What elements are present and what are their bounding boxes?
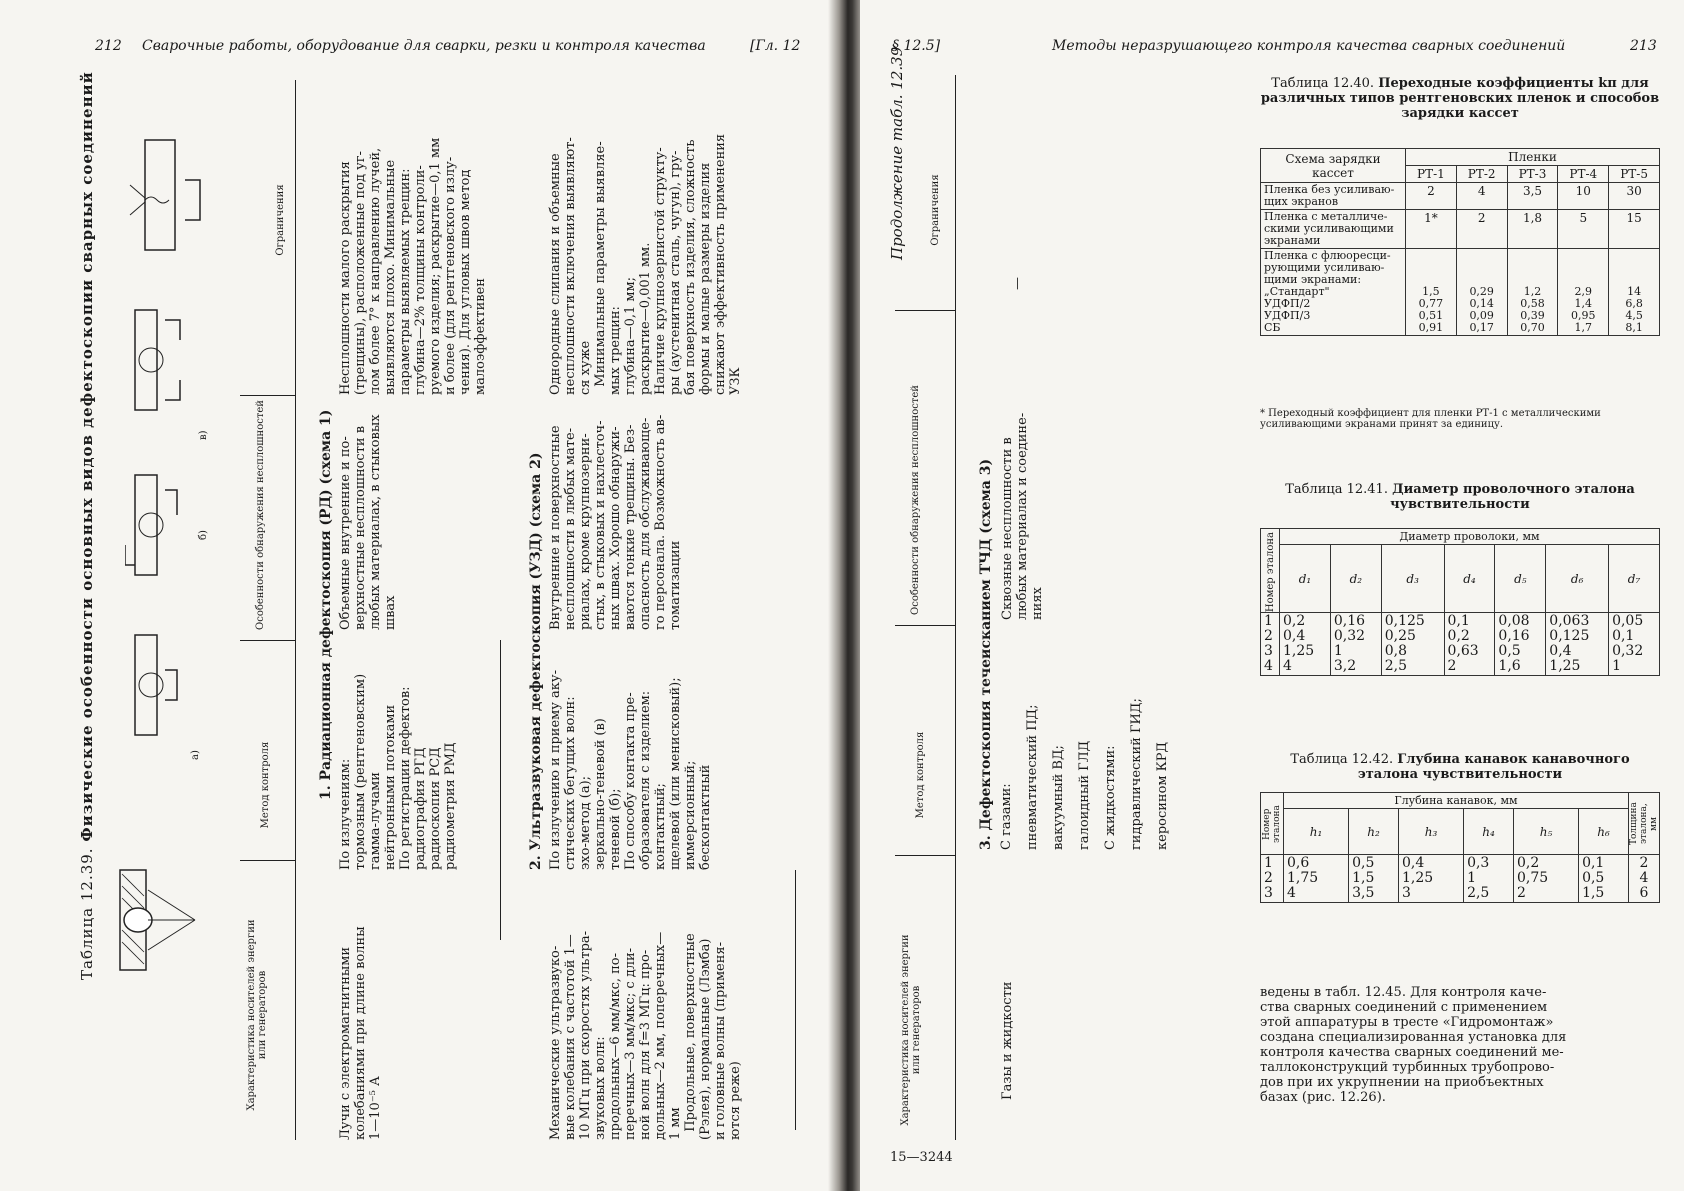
- t42-col: h₆: [1579, 809, 1629, 855]
- scheme-2a-figure: [125, 620, 185, 750]
- t40-cell: 10: [1558, 183, 1609, 210]
- t42-cell: 0,3 1 2,5: [1464, 855, 1514, 903]
- header-divider: [295, 80, 296, 1140]
- left-page: [0, 0, 840, 1191]
- scheme-1-figure: [100, 860, 210, 990]
- t41-cell: 0,08 0,16 0,5 1,6: [1495, 613, 1546, 676]
- t40-footnote: * Переходный коэффициент для пленки РТ-1 с металлическими усиливающими экранами принят за единицу.: [1260, 408, 1601, 430]
- t42-header-depth: Глубина канавок, мм: [1284, 793, 1629, 809]
- t40-caption-title: Переходные коэффициенты kп для различных типов рентгеновских пленок и способов зарядки кассет: [1260, 76, 1660, 121]
- t42-header-thick-cell: [1629, 793, 1660, 855]
- signature-mark: 15—3244: [890, 1150, 953, 1165]
- table-row: [1261, 210, 1660, 249]
- table-12-40: [1260, 148, 1660, 336]
- t40-row-name: Пленка с металличе- скими усиливающими экранами: [1261, 210, 1406, 249]
- t42-col: h₂: [1349, 809, 1399, 855]
- t40-cell: 4: [1456, 183, 1507, 210]
- fig-label-a: а): [190, 750, 201, 760]
- t40-header-scheme: Схема зарядки кассет: [1261, 149, 1406, 183]
- section-2-rule: [795, 870, 796, 1130]
- t42-caption-prefix: Таблица 12.42.: [1290, 752, 1394, 767]
- cont-col-header-features: Особенности обнаружения несплошностей: [910, 385, 921, 615]
- t40-film-col: РТ-4: [1558, 166, 1609, 183]
- section-3-carrier: Газы и жидкости: [1000, 981, 1015, 1100]
- cont-header-divider: [955, 75, 956, 1140]
- t41-cell: 0,05 0,1 0,32 1: [1609, 613, 1660, 676]
- t41-header-num-cell: [1261, 529, 1280, 613]
- table-12-41: [1260, 528, 1660, 676]
- t40-film-col: РТ-2: [1456, 166, 1507, 183]
- t40-header-films: Пленки: [1406, 149, 1660, 166]
- t42-header-thick: Толщина эталона, мм: [1629, 802, 1659, 845]
- col-header-method: Метод контроля: [260, 741, 271, 829]
- t42-col: h₁: [1284, 809, 1349, 855]
- t41-nums: 1 2 3 4: [1261, 613, 1280, 676]
- t40-cell: 1,5 0,77 0,51 0,91: [1406, 249, 1457, 336]
- t42-cell: 0,2 0,75 2: [1513, 855, 1578, 903]
- t42-nums: 1 2 3: [1261, 855, 1284, 903]
- continuation-caption: Продолжение табл. 12.39: [888, 46, 906, 260]
- t40-cell: 0,29 0,14 0,09 0,17: [1456, 249, 1507, 336]
- table-row: [1261, 183, 1660, 210]
- t41-col: d₁: [1280, 545, 1331, 613]
- t41-cell: 0,1 0,2 0,63 2: [1444, 613, 1495, 676]
- t41-cell: 0,125 0,25 0,8 2,5: [1381, 613, 1444, 676]
- right-page: [860, 0, 1684, 1191]
- section-1-method: По излучениям: тормозным (рентгеновским) гамма-лучами нейтронными потоками По регистрации дефектов: радиография РГД радиоскопия РСД радиометрия РМД: [338, 673, 458, 870]
- scheme-2b-figure: [125, 460, 195, 590]
- t42-caption-title: Глубина канавок канавочного эталона чувствительности: [1357, 752, 1630, 782]
- table-row: [1261, 613, 1660, 676]
- t40-row-name: Пленка с флюоресци- рующими усиливаю- щими экранами: „Стандарт" УДФП/2 УДФП/3 СБ: [1261, 249, 1406, 336]
- cont-hdr-sep-2: [895, 855, 955, 856]
- t40-cell: 2,9 1,4 0,95 1,7: [1558, 249, 1609, 336]
- t42-cell: 0,5 1,5 3,5: [1349, 855, 1399, 903]
- section-1-title: 1. Радиационная дефектоскопия (РД) (схема 1): [318, 409, 334, 800]
- t41-header-num: Номер эталона: [1264, 531, 1276, 612]
- t42-col: h₄: [1464, 809, 1514, 855]
- fig-label-c: в): [198, 430, 209, 440]
- t41-col: d₇: [1609, 545, 1660, 613]
- t41-cell: 0,063 0,125 0,4 1,25: [1546, 613, 1609, 676]
- t40-cell: 14 6,8 4,5 8,1: [1609, 249, 1660, 336]
- hdr-sep-3: [240, 395, 295, 396]
- t41-caption-prefix: Таблица 12.41.: [1285, 482, 1388, 497]
- cont-col-header-method: Метод контроля: [915, 731, 926, 819]
- caption-prefix: Таблица 12.39.: [78, 847, 96, 980]
- scheme-2c-figure: [125, 290, 195, 430]
- section-1-features: Объемные внутренние и по- верхностные несплошности в любых материалах, в стыковых швах: [338, 414, 398, 630]
- left-running-title: Сварочные работы, оборудование для сварки, резки и контроля качества: [142, 38, 706, 54]
- section-1-limits: Несплошности малого раскрытия (трещины), расположенные под уг- лом более 7° к направлению лучей, выявляются плохо. Минимальные параметры выявляемых трещин: глубина—2% толщины контроли- руемого изделия; раскрытие—0,1 мм и более (для рентгеновского излу- чения). Для угловых швов метод малоэффективен: [338, 137, 488, 395]
- section-2-method: По излучению и приему аку- стических бегущих волн: эхо-метод (а); зеркально-теневой (в) теневой (б); По способу контакта пре- образователя с изделием: контактный; щелевой (или менисковый); иммерсионный; бесконтактный: [548, 670, 713, 870]
- t40-cell: 15: [1609, 210, 1660, 249]
- hdr-sep-1: [240, 640, 295, 641]
- t40-film-col: РТ-1: [1406, 166, 1457, 183]
- section-2-title: 2. Ультразвуковая дефектоскопия (УЗД) (схема 2): [528, 452, 544, 870]
- t41-cell: 0,16 0,32 1 3,2: [1330, 613, 1381, 676]
- t41-header-diam: Диаметр проволоки, мм: [1280, 529, 1660, 545]
- t42-cell: 0,6 1,75 4: [1284, 855, 1349, 903]
- right-page-number: 213: [1630, 38, 1657, 54]
- section-3-features: Сквозные несплошности в любых материалах и соедине- ниях: [1000, 412, 1045, 620]
- section-2-limits: Однородные слипания и объемные несплошности включения выявляют- ся хуже Минимальные параметры выявляе- мых трещин: глубина—0,1 мм; раскрытие—0,001 мм. Наличие крупнозернистой структу- ры (аустенитная сталь, чугун), гру- бая поверхность изделия, сложность формы и малые размеры изделия снижают эффективность применения УЗК: [548, 133, 743, 395]
- cont-col-header-limits: Ограничения: [930, 174, 941, 246]
- t42-thick: 2 4 6: [1629, 855, 1660, 903]
- table-12-41-caption: [1260, 482, 1660, 512]
- t42-header-num-cell: [1261, 793, 1284, 855]
- section-3-title: 3. Дефектоскопия течеисканием ТЧД (схема 3): [978, 458, 994, 850]
- table-12-42: [1260, 792, 1660, 903]
- table-row: [1261, 855, 1660, 903]
- cont-hdr-sep-1: [895, 625, 955, 626]
- fig-label-b: б): [198, 530, 209, 540]
- t41-col: d₄: [1444, 545, 1495, 613]
- cont-hdr-sep-3: [895, 310, 955, 311]
- t42-col: h₅: [1513, 809, 1578, 855]
- cont-col-header-carrier: Характеристика носителей энергии или генераторов: [900, 934, 922, 1126]
- t41-col: d₆: [1546, 545, 1609, 613]
- t40-cell: 1*: [1406, 210, 1457, 249]
- section-1-rule: [500, 640, 501, 940]
- t40-row-name: Пленка без усиливаю- щих экранов: [1261, 183, 1406, 210]
- t42-cell: 0,1 0,5 1,5: [1579, 855, 1629, 903]
- table-12-40-caption: [1260, 76, 1660, 121]
- t40-cell: 5: [1558, 210, 1609, 249]
- t40-cell: 1,8: [1507, 210, 1558, 249]
- col-header-features: Особенности обнаружения несплошностей: [255, 400, 266, 630]
- t41-caption-title: Диаметр проволочного эталона чувствительности: [1390, 482, 1635, 512]
- scheme-3-figure: [125, 130, 215, 260]
- left-page-number: 212: [95, 38, 122, 54]
- section-3-limits: —: [1010, 277, 1025, 290]
- col-header-limits: Ограничения: [275, 184, 286, 256]
- col-header-carrier: Характеристика носителей энергии или генераторов: [246, 919, 268, 1111]
- right-section-mark: § 12.5]: [892, 38, 941, 54]
- t41-col: d₂: [1330, 545, 1381, 613]
- t40-caption-prefix: Таблица 12.40.: [1271, 76, 1375, 91]
- section-2-features: Внутренние и поверхностные несплошности в любых мате- риалах, кроме крупнозерни- стых, в стыковых и нахлесточ- ных швах. Хорошо обнаружи- ваются тонкие трещины. Без- опасность для обслуживающе- го персонала. Возможность ав- томатизации: [548, 414, 683, 630]
- t40-cell: 30: [1609, 183, 1660, 210]
- section-3-method: С газами: пневматический ПД; вакуумный ВД; галоидный ГЛД С жидкостями: гидравлический ГИД; керосином КРД: [999, 698, 1170, 850]
- caption-title: Физические особенности основных видов дефектоскопии сварных соединений: [78, 71, 96, 842]
- t41-cell: 0,2 0,4 1,25 4: [1280, 613, 1331, 676]
- t40-cell: 1,2 0,58 0,39 0,70: [1507, 249, 1558, 336]
- t42-header-num: Номер эталона: [1262, 804, 1282, 843]
- t40-cell: 2: [1456, 210, 1507, 249]
- t40-film-col: РТ-5: [1609, 166, 1660, 183]
- table-12-39-caption: [78, 71, 96, 980]
- table-12-42-caption: [1260, 752, 1660, 782]
- left-chapter: [Гл. 12: [750, 38, 801, 54]
- right-running-title: Методы неразрушающего контроля качества сварных соединений: [1052, 38, 1566, 54]
- table-row: [1261, 249, 1660, 336]
- section-2-carrier: Механические ультразвуко- вые колебания с частотой 1— 10 МГц при скоростях ультра- звуковых волн: продольных—6 мм/мкс, по- перечных—3 мм/мкс; с дли- ной волн для f=3 МГц: про- дольных—2 мм, поперечных— 1 мм Продольные, поверхностные (Рэлея), нормальные (Лэмба) и головные волны (применя- ются реже): [548, 930, 743, 1140]
- t42-cell: 0,4 1,25 3: [1398, 855, 1463, 903]
- t42-col: h₃: [1398, 809, 1463, 855]
- t41-col: d₃: [1381, 545, 1444, 613]
- t40-film-col: РТ-3: [1507, 166, 1558, 183]
- body-paragraph: ведены в табл. 12.45. Для контроля каче- ства сварных соединений с применением этой аппаратуры в тресте «Гидромонтаж» создана специализированная установка для контроля качества сварных соединений ме- таллоконструкций турбинных трубопрово- дов при их укрупнении на приобъектных базах (рис. 12.26).: [1260, 985, 1567, 1105]
- t41-col: d₅: [1495, 545, 1546, 613]
- t40-cell: 3,5: [1507, 183, 1558, 210]
- t40-cell: 2: [1406, 183, 1457, 210]
- section-1-carrier: Лучи с электромагнитными колебаниями при длине волны 1—10⁻⁵ А: [338, 926, 383, 1140]
- hdr-sep-2: [240, 860, 295, 861]
